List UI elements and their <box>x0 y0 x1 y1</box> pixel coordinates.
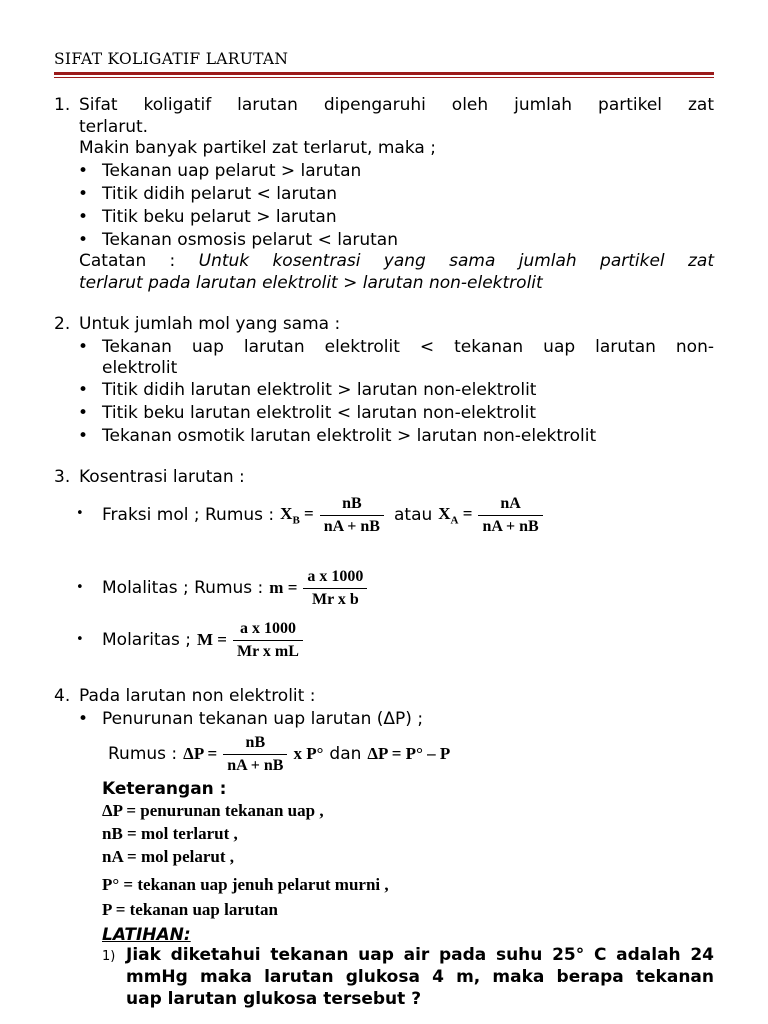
dp-fraction <box>223 734 287 775</box>
xa-fraction <box>478 495 542 536</box>
section-3-intro: Kosentrasi larutan : <box>79 467 245 487</box>
list-item: Tekanan osmotik larutan elektrolit > larutan non-elektrolit <box>102 426 597 446</box>
molar-numerator: a x 1000 <box>239 619 296 637</box>
bullet-dot: • <box>76 580 84 595</box>
title-rule-thin <box>54 77 714 78</box>
xa-denominator: nA + nB <box>478 515 542 536</box>
xa-subscript: A <box>450 514 459 527</box>
molal-numerator: a x 1000 <box>307 567 364 585</box>
bullet-dot: • <box>78 403 89 423</box>
bullet-dot: • <box>78 230 89 250</box>
molal-label: Molalitas ; Rumus : <box>102 578 264 598</box>
keterangan-item: ΔP = penurunan tekanan uap , <box>102 801 324 820</box>
list-item: Tekanan uap pelarut > larutan <box>102 161 362 181</box>
note-line2 <box>79 272 714 294</box>
bullet-dot: • <box>78 337 89 357</box>
note-text-2: terlarut pada larutan elektrolit > larutan non-elektrolit <box>79 273 543 293</box>
page-title: SIFAT KOLIGATIF LARUTAN <box>54 50 289 68</box>
keterangan-item: nA = mol pelarut , <box>102 847 234 866</box>
bullet-dot: • <box>76 506 84 521</box>
xb-subscript: B <box>292 514 300 527</box>
molar-fraction <box>233 620 303 661</box>
dan-text: dan <box>329 744 362 764</box>
dp2-formula: ΔP = P° – P <box>367 744 451 763</box>
fraksi-label: Fraksi mol ; Rumus : <box>102 505 275 525</box>
keterangan-label: Keterangan : <box>102 779 227 799</box>
bullet-dot: • <box>78 207 89 227</box>
bullet-dot: • <box>78 426 89 446</box>
fraksi-mol-formula <box>102 490 549 540</box>
list-item-cont: elektrolit <box>102 358 178 378</box>
section-1-intro-line1: Sifat koligatif larutan dipengaruhi oleh jumlah partikel zat <box>79 95 714 115</box>
title-rule-thick <box>54 72 714 75</box>
section-4-intro: Pada larutan non elektrolit : <box>79 686 316 706</box>
molar-label: Molaritas ; <box>102 630 191 650</box>
molal-lhs: m = <box>269 578 298 597</box>
xb-symbol: X <box>280 503 293 523</box>
question-1-line2: mmHg maka larutan glukosa 4 m, maka berapa tekanan <box>126 967 714 987</box>
note-text-1: Untuk kosentrasi yang sama jumlah partikel zat <box>198 251 714 271</box>
xb-lhs: $X_B$ = <box>280 503 314 527</box>
rumus-label: Rumus : <box>108 744 178 764</box>
delta-p-formula <box>108 729 456 779</box>
dp-tail: x P° <box>293 744 324 763</box>
list-item: Titik beku larutan elektrolit < larutan non-elektrolit <box>102 403 536 423</box>
xb-denominator: nA + nB <box>320 515 384 536</box>
dp-denominator: nA + nB <box>223 754 287 775</box>
molaritas-formula <box>102 615 309 665</box>
question-number: 1) <box>102 949 116 964</box>
keterangan-item: P° = tekanan uap jenuh pelarut murni , <box>102 875 389 894</box>
dp-lhs: ΔP = <box>183 744 218 763</box>
atau-text: atau <box>393 505 433 525</box>
section-1-intro-line2: terlarut. <box>79 117 149 137</box>
molar-denominator: Mr x mL <box>233 640 303 661</box>
list-item: Penurunan tekanan uap larutan (ΔP) ; <box>102 709 424 729</box>
xb-numerator: nB <box>342 494 362 512</box>
xa-lhs: $X_A$ = <box>438 503 473 527</box>
molalitas-formula <box>102 563 373 613</box>
bullet-dot: • <box>76 632 84 647</box>
bullet-dot: • <box>78 184 89 204</box>
section-number: 4. <box>54 686 71 706</box>
section-1-line2: Makin banyak partikel zat terlarut, maka ; <box>79 138 436 158</box>
latihan-heading: LATIHAN: <box>102 925 191 945</box>
bullet-dot: • <box>78 161 89 181</box>
section-number: 3. <box>54 467 71 487</box>
xa-numerator: nA <box>500 494 521 512</box>
list-item: Titik didih larutan elektrolit > larutan non-elektrolit <box>102 380 537 400</box>
xa-symbol: X <box>438 503 451 523</box>
section-number: 2. <box>54 314 71 334</box>
section-2-intro: Untuk jumlah mol yang sama : <box>79 314 341 334</box>
list-item: Titik beku pelarut > larutan <box>102 207 337 227</box>
list-item: Tekanan uap larutan elektrolit < tekanan uap larutan non- <box>102 337 714 357</box>
list-item: Tekanan osmosis pelarut < larutan <box>102 230 398 250</box>
bullet-dot: • <box>78 709 89 729</box>
keterangan-item: nB = mol terlarut , <box>102 824 238 843</box>
section-number: 1. <box>54 95 71 115</box>
dp-numerator: nB <box>245 733 266 751</box>
question-1-line1: Jiak diketahui tekanan uap air pada suhu 25° C adalah 24 <box>126 945 714 965</box>
bullet-dot: • <box>78 380 89 400</box>
note-line1 <box>79 250 714 272</box>
question-1-line3: uap larutan glukosa tersebut ? <box>126 989 422 1009</box>
molal-fraction <box>303 568 367 609</box>
molar-lhs: M = <box>197 630 227 649</box>
keterangan-item: P = tekanan uap larutan <box>102 900 278 919</box>
xb-fraction <box>320 495 384 536</box>
list-item: Titik didih pelarut < larutan <box>102 184 338 204</box>
molal-denominator: Mr x b <box>303 588 367 609</box>
note-label: Catatan : <box>79 251 199 271</box>
